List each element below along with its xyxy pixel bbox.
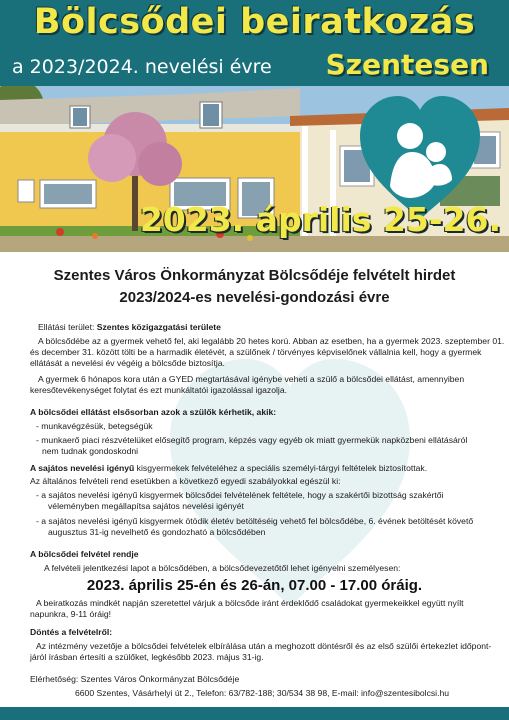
open-day-line-1: A beiratkozás mindkét napján szeretettel várjuk a bölcsőde iránt érdeklődő családokat gyermekeikkel együtt nyílt [36, 598, 464, 608]
decision-heading: Döntés a felvételről: [30, 627, 113, 637]
service-area-value: Szentes közigazgatási területe [96, 322, 221, 332]
enrolment-dates: 2023. április 25-én és 26-án, 07.00 - 17.00 óráig. [86, 577, 423, 594]
poster-town: Szentesen [325, 48, 489, 81]
special-item-1-line-2: véleményben megállapítsa sajátos nevelési igényét [48, 501, 244, 511]
special-needs-rest: kisgyermekek felvételéhez a speciális személyi-tárgyi feltételek biztosítottak. [134, 463, 428, 473]
decision-line-1: Az intézmény vezetője a bölcsődei felvételek elbírálása után a meghozott döntésről és az első szülői értekezlet időpont- [36, 641, 492, 651]
contact-line-1: Elérhetőség: Szentes Város Önkormányzat Bölcsődéje [30, 674, 240, 684]
special-general-rule: Az általános felvételi rend esetükben a következő egyedi szabályokkal egészül ki: [30, 476, 341, 486]
paragraph-1-line-3: ellátását a nevelési év végéig a bölcsőde biztosítja. [30, 358, 225, 368]
footer-bar [0, 707, 509, 720]
service-area-label: Ellátási terület: [38, 322, 97, 332]
header-banner [0, 0, 509, 86]
paragraph-2-line-1: A gyermek 6 hónapos kora után a GYED megtartásával igénybe veheti a szülő a bölcsődei ellátást, amennyiben [38, 374, 465, 384]
paragraph-1-line-2: és december 31. között tölti be a harmadik életévét, a szülőnek / törvényes képviselőnek vállalnia kell, hogy a gyermek [30, 347, 482, 357]
headline-line-2: 2023/2024-es nevelési-gondozási évre [119, 289, 390, 306]
paragraph-2-line-2: keresőtevékenységet folytat és ezt munkáltatói igazolással igazolja. [30, 385, 287, 395]
decision-line-2: járól írásban értesíti a szülőket, legkésőbb 2023. május 31-ig. [30, 652, 264, 662]
paragraph-1-line-1: A bölcsődébe az a gyermek vehető fel, aki legalább 20 hetes korú. Abban az esetben, ha a gyermek 2023. szeptember 01. [38, 336, 505, 346]
special-item-2-line-1: - a sajátos nevelési igényű kisgyermek ötödik életév betöltéséig vehető fel bölcsődébe, 6. évének betöltését követő [36, 516, 474, 526]
service-area [38, 322, 221, 333]
date-banner: 2023. április 25-26. [139, 200, 501, 239]
open-day-line-2: napunkra, 9-11 óráig! [30, 609, 112, 619]
priority-item-2-line-2: nem tudnak gondoskodni [42, 446, 139, 456]
priority-item-1: - munkavégzésük, betegségük [36, 421, 153, 431]
announcement-body [0, 252, 509, 720]
poster-title: Bölcsődei beiratkozás [33, 2, 476, 42]
order-heading: A bölcsődei felvétel rendje [30, 549, 139, 559]
special-item-2-line-2: augusztus 31-ig nevelhető és gondozható a bölcsődében [48, 527, 266, 537]
order-text: A felvételi jelentkezési lapot a bölcsődében, a bölcsődevezetőtől lehet igényelni személyesen: [44, 563, 401, 573]
priority-heading: A bölcsődei ellátást elsősorban azok a szülők kérhetik, akik: [30, 407, 277, 417]
special-needs-intro [30, 463, 427, 474]
contact-line-2: 6600 Szentes, Vásárhelyi út 2., Telefon: 63/782-188; 30/534 38 98, E-mail: info@szentesibolcsi.hu [75, 688, 450, 698]
poster-subtitle: a 2023/2024. nevelési évre [12, 56, 272, 78]
special-item-1-line-1: - a sajátos nevelési igényű kisgyermek bölcsődei felvételének feltétele, hogy a szakértői bizottság szakértői [36, 490, 444, 500]
priority-item-2-line-1: - munkaerő piaci részvételüket elősegítő program, képzés vagy egyéb ok miatt gyermekük napközbeni ellátásáról [36, 435, 468, 445]
special-needs-bold: A sajátos nevelési igényű [30, 463, 135, 473]
headline-line-1: Szentes Város Önkormányzat Bölcsődéje felvételt hirdet [53, 267, 456, 284]
